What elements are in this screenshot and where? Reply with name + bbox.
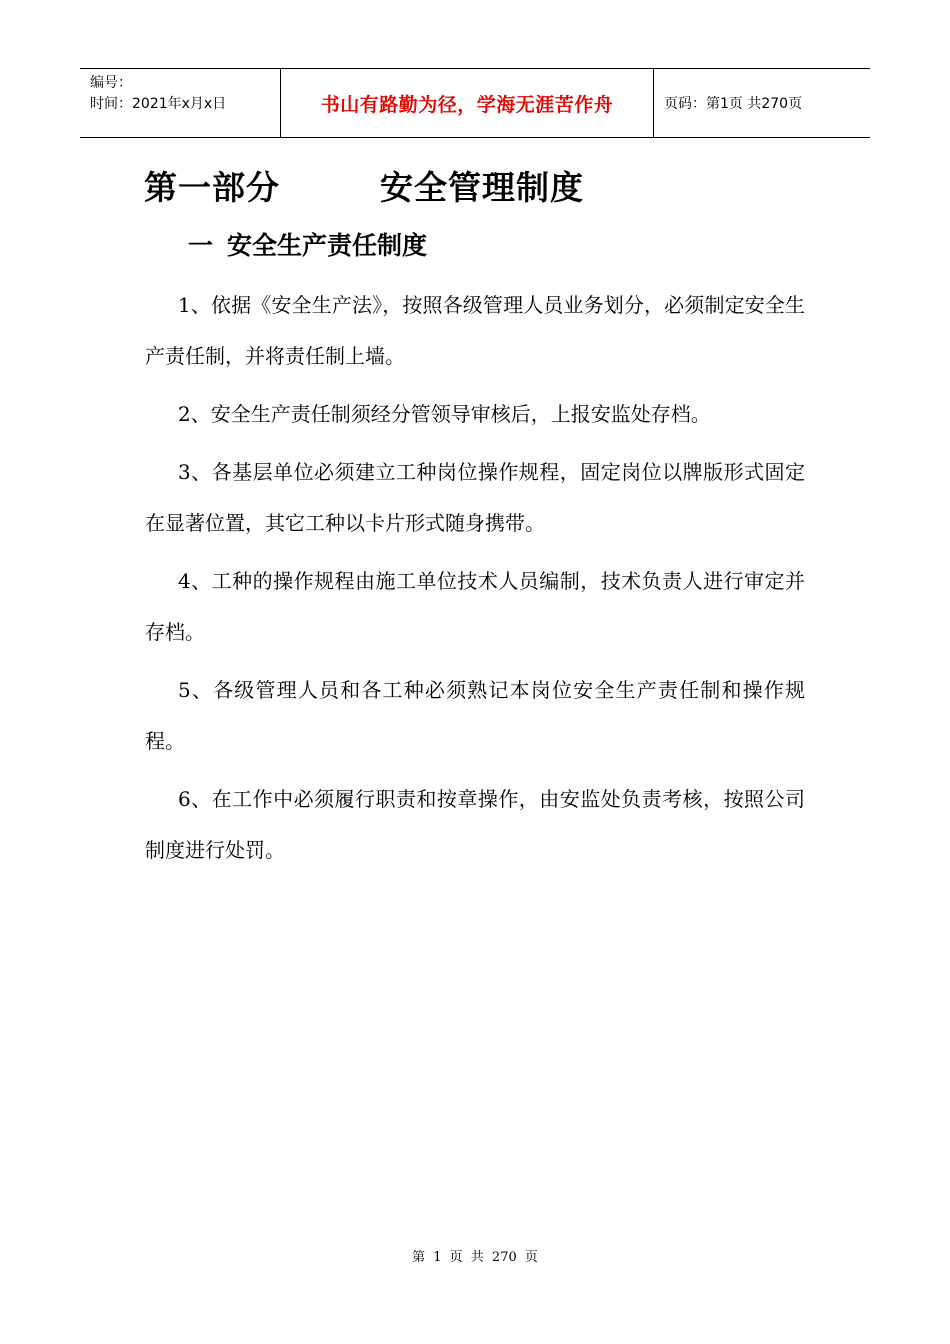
paragraph-4: 4、工种的操作规程由施工单位技术人员编制，技术负责人进行审定并存档。 [145,569,805,644]
header-meta [80,69,281,137]
header-motto [281,69,654,137]
section-title: 安全生产责任制度 [227,231,428,260]
paragraph-5: 5、各级管理人员和各工种必须熟记本岗位安全生产责任制和操作规程。 [145,678,805,753]
page-header [80,68,870,138]
number-label: 编号： [90,75,132,91]
paragraph-3: 3、各基层单位必须建立工种岗位操作规程，固定岗位以牌版形式固定在显著位置，其它工种以卡片形式随身携带。 [145,460,805,535]
paragraph-6: 6、在工作中必须履行职责和按章操作，由安监处负责考核，按照公司制度进行处罚。 [145,787,805,862]
paragraph-1: 1、依据《安全生产法》，按照各级管理人员业务划分，必须制定安全生产责任制，并将责任制上墙。 [145,293,805,368]
page-footer: 第 1 页 共 270 页 [412,1250,538,1265]
section-number: 一 [188,231,214,260]
part-heading [144,162,584,209]
motto-text: 书山有路勤为径，学海无涯苦作舟 [320,93,614,116]
paragraph-2: 2、安全生产责任制须经分管领导审核后，上报安监处存档。 [178,402,711,426]
date-label: 时间：2021年x月x日 [90,96,227,112]
part-number: 第一部分 [144,168,280,207]
document-body [145,280,805,883]
header-page-info [654,69,870,137]
section-heading [188,226,427,262]
page-info-text: 页码：第1页 共270页 [664,96,803,112]
part-title: 安全管理制度 [380,168,584,207]
